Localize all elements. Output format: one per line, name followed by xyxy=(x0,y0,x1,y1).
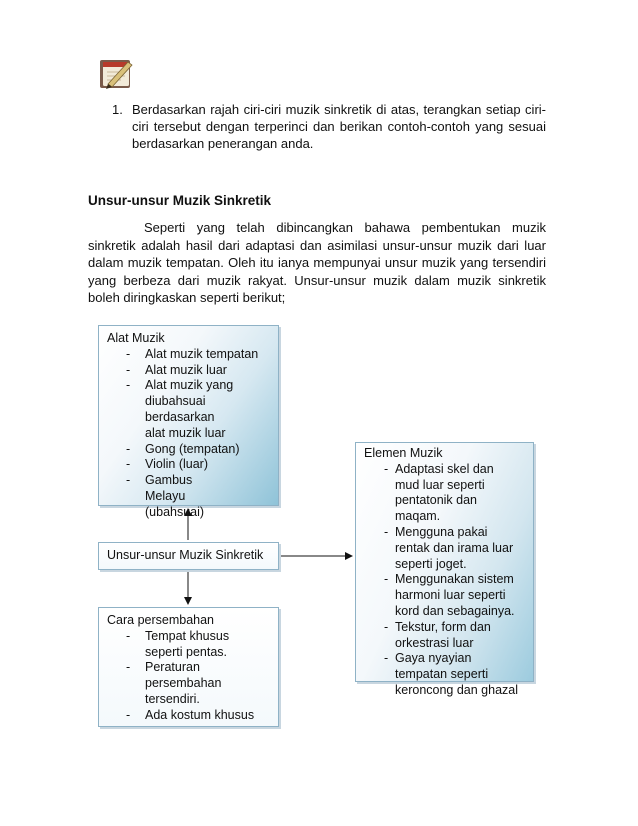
list-item: - Gaya nyayian tempatan seperti keroncong dan ghazal xyxy=(384,651,519,697)
question-text: Berdasarkan rajah ciri-ciri muzik sinkretik di atas, terangkan setiap ciri-ciri tersebut dengan terperinci dan berikan contoh-contoh yang sesuai berdasarkan penerangan anda. xyxy=(132,102,546,151)
list-item: - Alat muzik yang diubahsuai berdasarkan alat muzik luar xyxy=(126,378,234,440)
list-item: - Tekstur, form dan orkestrasi luar xyxy=(384,619,491,650)
list-item: - Mengguna pakai rentak dan irama luar seperti joget. xyxy=(384,524,514,571)
cara-persembahan-list xyxy=(107,629,270,724)
list-item: - Ada kostum khusus xyxy=(126,707,255,722)
elemen-muzik-title: Elemen Muzik xyxy=(364,446,443,460)
alat-muzik-box xyxy=(98,325,279,519)
section-heading: Unsur-unsur Muzik Sinkretik xyxy=(88,193,272,208)
cara-persembahan-title: Cara persembahan xyxy=(107,613,215,627)
list-item: - Violin (luar) xyxy=(126,457,208,472)
unsur-muzik-sinkretik-box xyxy=(98,542,279,570)
alat-muzik-list xyxy=(107,347,270,521)
elemen-muzik-list xyxy=(364,462,525,699)
elemen-muzik-box xyxy=(355,442,534,697)
list-item: - Peraturan persembahan tersendiri. xyxy=(126,660,222,706)
list-item: - Alat muzik luar xyxy=(126,362,227,377)
list-item: - Gong (tempatan) xyxy=(126,441,240,456)
list-item: - Adaptasi skel dan mud luar seperti pentatonik dan maqam. xyxy=(384,461,494,524)
question-number: 1. xyxy=(112,102,123,117)
list-item: - Menggunakan sistem harmoni luar seperti kord dan sebagainya. xyxy=(384,572,515,618)
unsur-muzik-sinkretik-label: Unsur-unsur Muzik Sinkretik xyxy=(107,548,264,562)
list-item: - Alat muzik tempatan xyxy=(126,346,259,361)
alat-muzik-title: Alat Muzik xyxy=(107,331,165,345)
list-item: - Tempat khusus seperti pentas. xyxy=(126,628,230,659)
cara-persembahan-box xyxy=(98,607,279,727)
paragraph-text: Seperti yang telah dibincangkan bahawa pembentukan muzik sinkretik adalah hasil dari adaptasi dan asimilasi unsur-unsur muzik dari luar dalam muzik tempatan. Oleh itu ianya mempunyai unsur muzik yang tersendiri yang berbeza dari muzik rakyat. Unsur-unsur muzik dalam muzik sinkretik boleh diringkaskan seperti berikut; xyxy=(88,220,546,305)
list-item: - Gambus Melayu (ubahsuai) xyxy=(126,473,205,519)
